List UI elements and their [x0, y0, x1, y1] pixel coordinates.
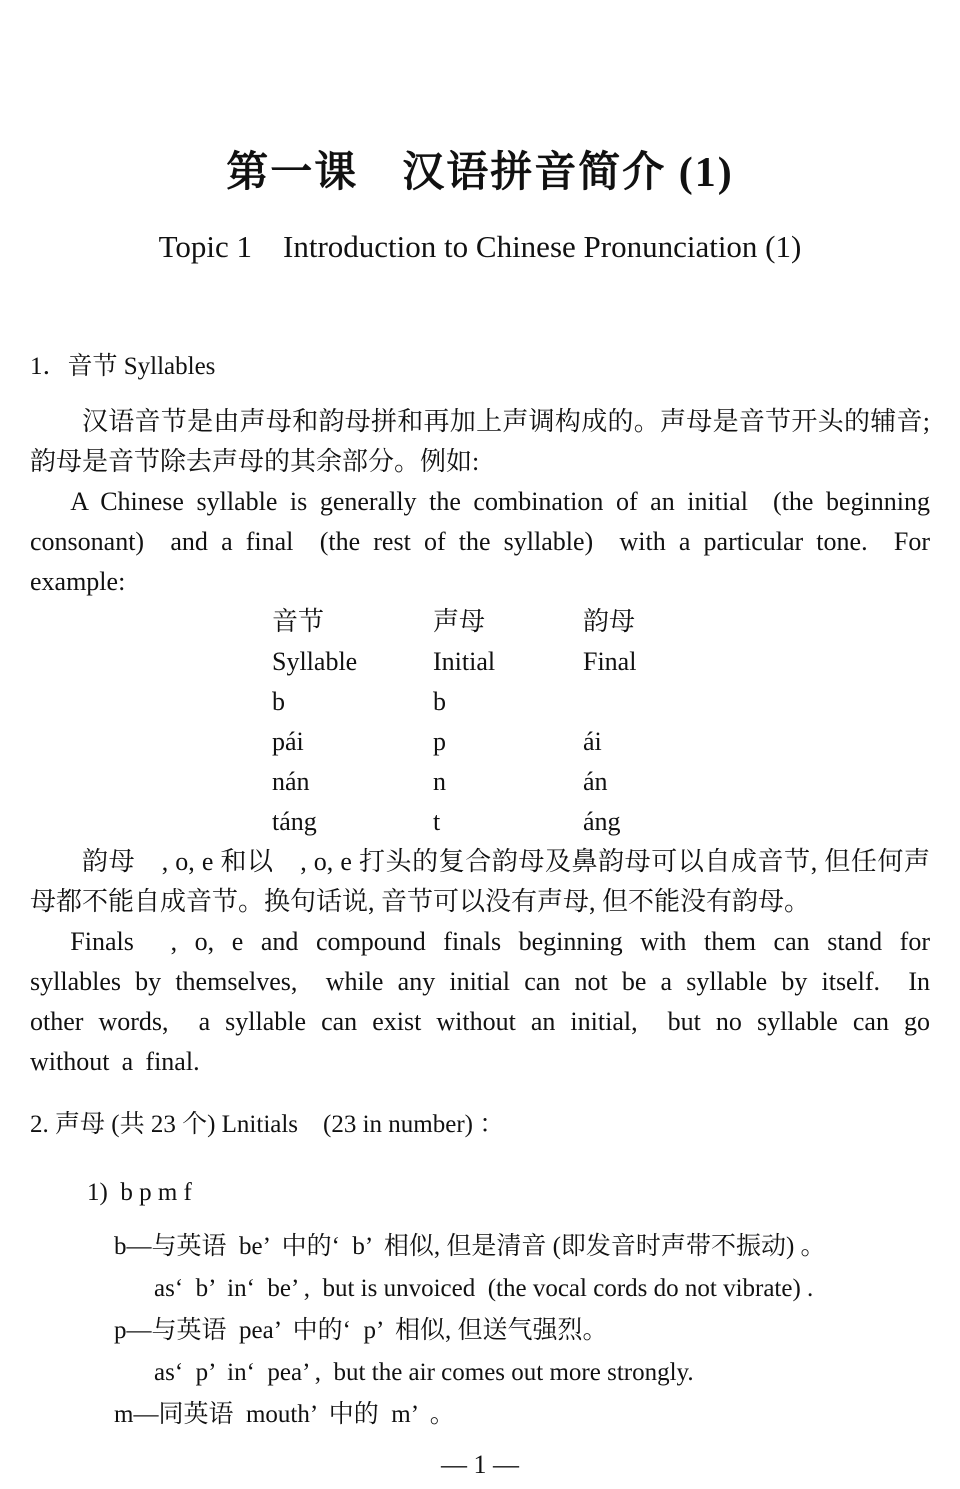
- initials-group-1-heading: 1) b p m f: [87, 1178, 192, 1206]
- table-cell: [583, 682, 930, 722]
- page-number: — 1 —: [441, 1449, 519, 1479]
- pron-line-p-en: as‘ p’ in‘ pea’ , but the air comes out more strongly.: [154, 1358, 694, 1386]
- table-cell: ái: [583, 726, 602, 756]
- table-cell: táng: [272, 806, 317, 836]
- table-header-en: Syllable: [272, 646, 358, 676]
- pron-line-p-cn: p—与英语 pea’ 中的‘ p’ 相似, 但送气强烈。: [114, 1316, 608, 1344]
- section-1-heading: 1．音节 Syllables: [30, 352, 216, 380]
- paragraph-finals-en: Finals , o, e and compound finals beginning with them can stand for syllables by themselves, while any initial can not be a syllable by itself. In other words, a syllable can exist without an initial, but no syllable can go without a final.: [30, 926, 943, 1076]
- paragraph-finals-cn: 韵母 , o, e 和以 , o, e 打头的复合韵母及鼻韵母可以自成音节, 但任何声母都不能自成音节。换句话说, 音节可以没有声母, 但不能没有韵母。: [30, 846, 930, 916]
- pron-line-b-cn: b—与英语 be’ 中的‘ b’ 相似, 但是清音 (即发音时声带不振动) 。: [114, 1232, 826, 1260]
- section-2-heading: 2. 声母 (共 23 个) Lnitials (23 in number) ：: [30, 1110, 505, 1138]
- page-title: 第一课 汉语拼音简介 (1): [226, 150, 734, 196]
- table-cell: án: [583, 766, 608, 796]
- table-cell: áng: [583, 806, 621, 836]
- table-cell: t: [433, 806, 441, 836]
- table-cell: p: [433, 726, 446, 756]
- table-cell: b: [433, 686, 446, 716]
- table-cell: n: [433, 766, 446, 796]
- table-cell: pái: [272, 726, 304, 756]
- table-header-cn: 声母: [433, 606, 486, 636]
- syllable-table: [272, 602, 930, 842]
- pron-line-b-en: as‘ b’ in‘ be’ , but is unvoiced (the vocal cords do not vibrate) .: [154, 1274, 814, 1302]
- table-cell: b: [272, 686, 285, 716]
- page-subtitle: Topic 1 Introduction to Chinese Pronunciation (1): [158, 229, 802, 265]
- table-header-cn: 韵母: [583, 606, 636, 636]
- table-header-cn: 音节: [272, 606, 325, 636]
- table-header-en: Final: [583, 646, 637, 676]
- paragraph-syllables-en: A Chinese syllable is generally the combination of an initial (the beginning consonant) and a final (the rest of the syllable) with a particular tone. For example:: [30, 486, 943, 596]
- table-header-en: Initial: [433, 646, 496, 676]
- pron-line-m-cn: m—同英语 mouth’ 中的 m’ 。: [114, 1400, 455, 1428]
- table-cell: nán: [272, 766, 310, 796]
- paragraph-syllables-cn: 汉语音节是由声母和韵母拼和再加上声调构成的。声母是音节开头的辅音;韵母是音节除去声母的其余部分。例如:: [30, 406, 930, 476]
- pronunciation-notes: [30, 1226, 930, 1436]
